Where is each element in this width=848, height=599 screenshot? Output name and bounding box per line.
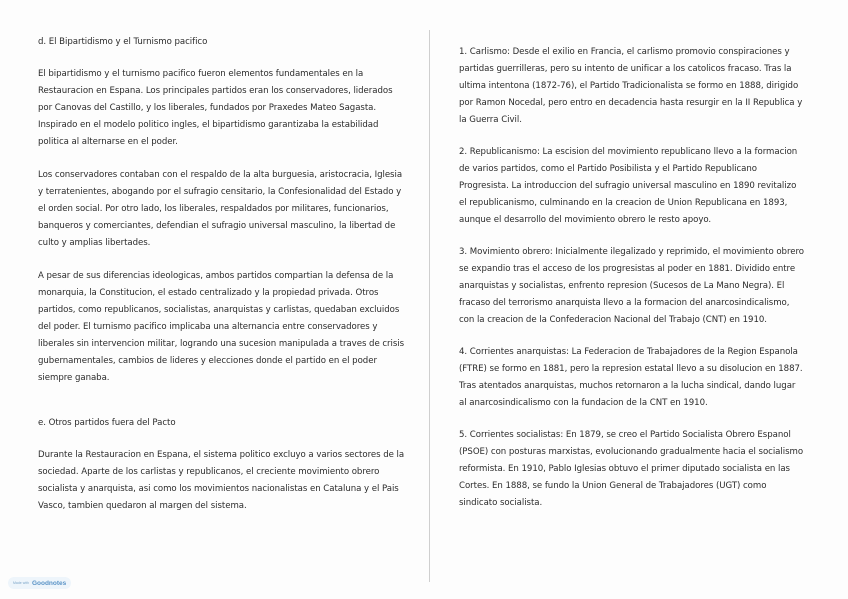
list-item-anarquistas: 4. Corrientes anarquistas: La Federacion de Trabajadores de la Region Espanola (FTRE) se formo en 1881, pero la represion estatal llevo a su disolucion en 1887. Tras atentados anarquistas, muchos retornaron a la lucha sindical, dando lugar al anarcosindicalismo con la fundacion de la CNT en 1910.	[459, 347, 803, 408]
paragraph-conservadores-liberales: Los conservadores contaban con el respaldo de la alta burguesia, aristocracia, Iglesia y terratenientes, abogando por el sufragio censitario, la Confesionalidad del Estado y el orden social. Por otro lado, los liberales, respaldados por militares, funcionarios, banqueros y comerciantes, defendian el sufragio universal masculino, la libertad de culto y amplias libertades.	[38, 170, 403, 248]
list-item-carlismo: 1. Carlismo: Desde el exilio en Francia, el carlismo promovio conspiraciones y partidas guerrilleras, pero su intento de unificar a los catolicos fracaso. Tras la ultima intentona (1872-76), el Partido Tradicionalista se formo en 1888, dirigido por Ramon Nocedal, pero entro en decadencia hasta resurgir en la II Republica y la Guerra Civil.	[459, 47, 803, 125]
paragraph-turnismo: A pesar de sus diferencias ideologicas, ambos partidos compartian la defensa de la monarquia, la Constitucion, el estado centralizado y la propiedad privada. Otros partidos, como republicanos, socialistas, anarquistas y carlistas, quedaban excluidos del poder. El turnismo pacifico implicaba una alternancia entre conservadores y liberales sin intervencion militar, logrando una sucesion manipulada a traves de crisis gubernamentales, cambios de lideres y elecciones donde el partido en el poder siempre ganaba.	[38, 271, 405, 383]
goodnotes-logo: Goodnotes	[31, 579, 67, 587]
list-item-socialistas: 5. Corrientes socialistas: En 1879, se creo el Partido Socialista Obrero Espanol (PSOE) con posturas marxistas, evolucionando gradualmente hacia el socialismo reformista. En 1910, Pablo Iglesias obtuvo el primer diputado socialista en las Cortes. En 1888, se fundo la Union General de Trabajadores (UGT) como sindicato socialista.	[459, 430, 804, 508]
paragraph-bipartidismo: El bipartidismo y el turnismo pacifico fueron elementos fundamentales en la Restauracion en Espana. Los principales partidos eran los conservadores, liderados por Canovas del Castillo, y los liberales, fundados por Praxedes Mateo Sagasta. Inspirado en el modelo politico ingles, el bipartidismo garantizaba la estabilidad politica al alternarse en el poder.	[38, 69, 393, 147]
section-heading-d: d. El Bipartidismo y el Turnismo pacifico	[38, 37, 208, 47]
left-column	[38, 34, 406, 531]
right-column	[459, 44, 804, 527]
list-item-republicanismo: 2. Republicanismo: La escision del movimiento republicano llevo a la formacion de varios partidos, como el Partido Posibilista y el Partido Republicano Progresista. La introduccion del sufragio universal masculino en 1890 revitalizo el republicanismo, culminando en la creacion de Union Republicana en 1893, aunque el desarrollo del movimiento obrero le resto apoyo.	[459, 147, 798, 225]
list-item-movimiento-obrero: 3. Movimiento obrero: Inicialmente ilegalizado y reprimido, el movimiento obrero se expandio tras el acceso de los progresistas al poder en 1881. Dividido entre anarquistas y socialistas, enfrento represion (Sucesos de La Mano Negra). El fracaso del terrorismo anarquista llevo a la formacion del anarcosindicalismo, con la creacion de la Confederacion Nacional del Trabajo (CNT) en 1910.	[459, 247, 804, 325]
made-with-label: Made with	[13, 581, 29, 585]
section-heading-e: e. Otros partidos fuera del Pacto	[38, 418, 176, 428]
goodnotes-badge	[8, 577, 71, 589]
column-divider	[429, 30, 430, 582]
paragraph-otros-partidos: Durante la Restauracion en Espana, el sistema politico excluyo a varios sectores de la sociedad. Aparte de los carlistas y republicanos, el creciente movimiento obrero socialista y anarquista, asi como los movimientos nacionalistas en Cataluna y el Pais Vasco, tambien quedaron al margen del sistema.	[38, 450, 405, 511]
